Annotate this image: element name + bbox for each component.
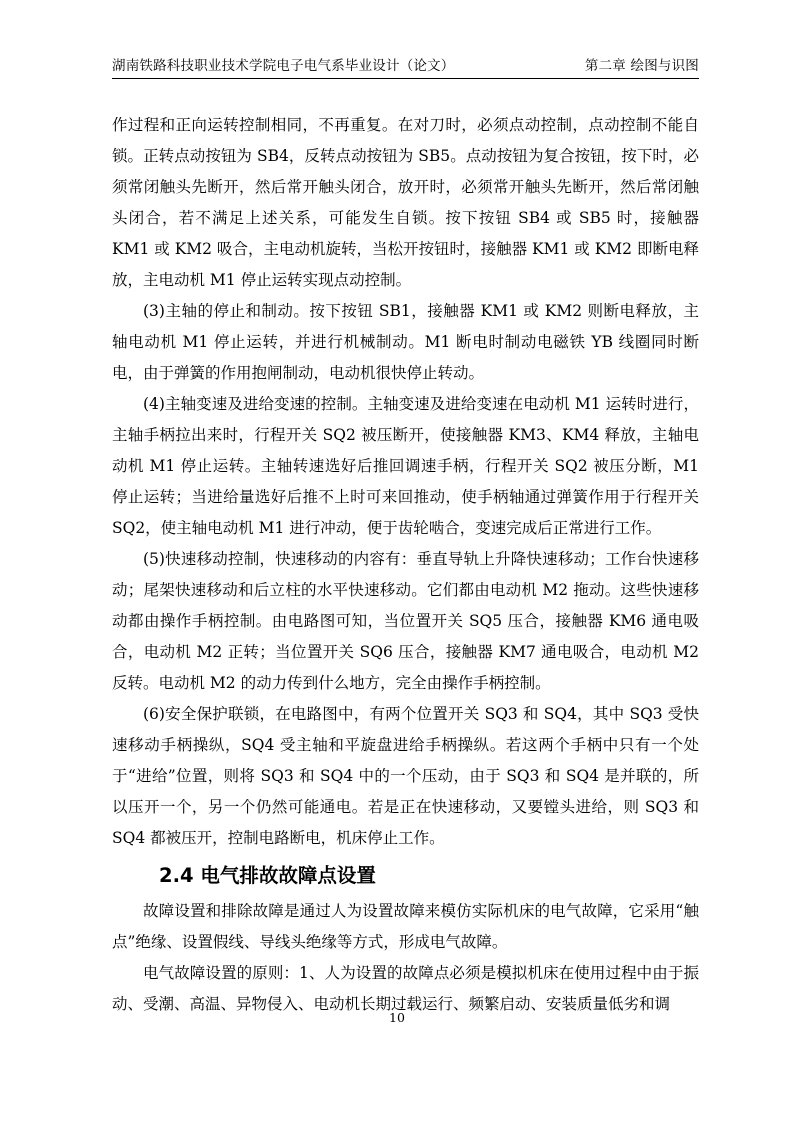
body-paragraph: (3)主轴的停止和制动。按下按钮 SB1，接触器 KM1 或 KM2 则断电释放，主轴电动机 M1 停止运转，并进行机械制动。M1 断电时制动电磁铁 YB 线圈同时断电，由于弹簧的作用抱闸制动，电动机很快停止转动。 bbox=[112, 302, 699, 382]
header-thesis-title: 湖南铁路科技职业技术学院电子电气系毕业设计（论文） bbox=[112, 58, 455, 74]
body-paragraph: (6)安全保护联锁，在电路图中，有两个位置开关 SQ3 和 SQ4，其中 SQ3 受快速移动手柄操纵，SQ4 受主轴和平旋盘进给手柄操纵。若这两个手柄中只有一个处于“进给”位置，则将 SQ3 和 SQ4 中的一个压动，由于 SQ3 和 SQ4 是并联的，所以压开一个，另一个仍然可能通电。若是正在快速移动，又要镗头进给，则 SQ3 和 SQ4 都被压开，控制电路断电，机床停止工作。 bbox=[112, 705, 699, 847]
page-body bbox=[112, 110, 699, 1020]
body-paragraph: (4)主轴变速及进给变速的控制。主轴变速及进给变速在电动机 M1 运转时进行，主轴手柄拉出来时，行程开关 SQ2 被压断开，使接触器 KM3、KM4 释放，主轴电动机 M1 停止运转。主轴转速选好后推回调速手柄，行程开关 SQ2 被压分断，M1 停止运转；当进给量选好后推不上时可来回推动，使手柄轴通过弹簧作用于行程开关 SQ2，使主轴电动机 M1 进行冲动，便于齿轮啮合，变速完成后正常进行工作。 bbox=[112, 395, 699, 537]
body-paragraph: 作过程和正向运转控制相同，不再重复。在对刀时，必须点动控制，点动控制不能自锁。正转点动按钮为 SB4，反转点动按钮为 SB5。点动按钮为复合按钮，按下时，必须常闭触头先断开，然后常开触头闭合，放开时，必须常开触头先断开，然后常闭触头闭合，若不满足上述关系，可能发生自锁。按下按钮 SB4 或 SB5 时，接触器 KM1 或 KM2 吸合，主电动机旋转，当松开按钮时，接触器 KM1 或 KM2 即断电释放，主电动机 M1 停止运转实现点动控制。 bbox=[112, 116, 699, 289]
page-number: 10 bbox=[389, 1010, 405, 1025]
section-paragraph: 电气故障设置的原则：1、人为设置的故障点必须是模拟机床在使用过程中由于振动、受潮、高温、异物侵入、电动机长期过载运行、频繁启动、安装质量低劣和调 bbox=[112, 964, 699, 1013]
section-heading: 2.4 电气排故故障点设置 bbox=[159, 864, 376, 887]
section-paragraph: 故障设置和排除故障是通过人为设置故障来模仿实际机床的电气故障，它采用“触点”绝缘、设置假线、导线头绝缘等方式，形成电气故障。 bbox=[112, 902, 699, 951]
page-header bbox=[112, 50, 699, 79]
header-chapter-title: 第二章 绘图与识图 bbox=[584, 58, 699, 74]
body-paragraph: (5)快速移动控制，快速移动的内容有：垂直导轨上升降快速移动；工作台快速移动；尾架快速移动和后立柱的水平快速移动。它们都由电动机 M2 拖动。这些快速移动都由操作手柄控制。由电路图可知，当位置开关 SQ5 压合，接触器 KM6 通电吸合，电动机 M2 正转；当位置开关 SQ6 压合，接触器 KM7 通电吸合，电动机 M2 反转。电动机 M2 的动力传到什么地方，完全由操作手柄控制。 bbox=[112, 550, 699, 692]
